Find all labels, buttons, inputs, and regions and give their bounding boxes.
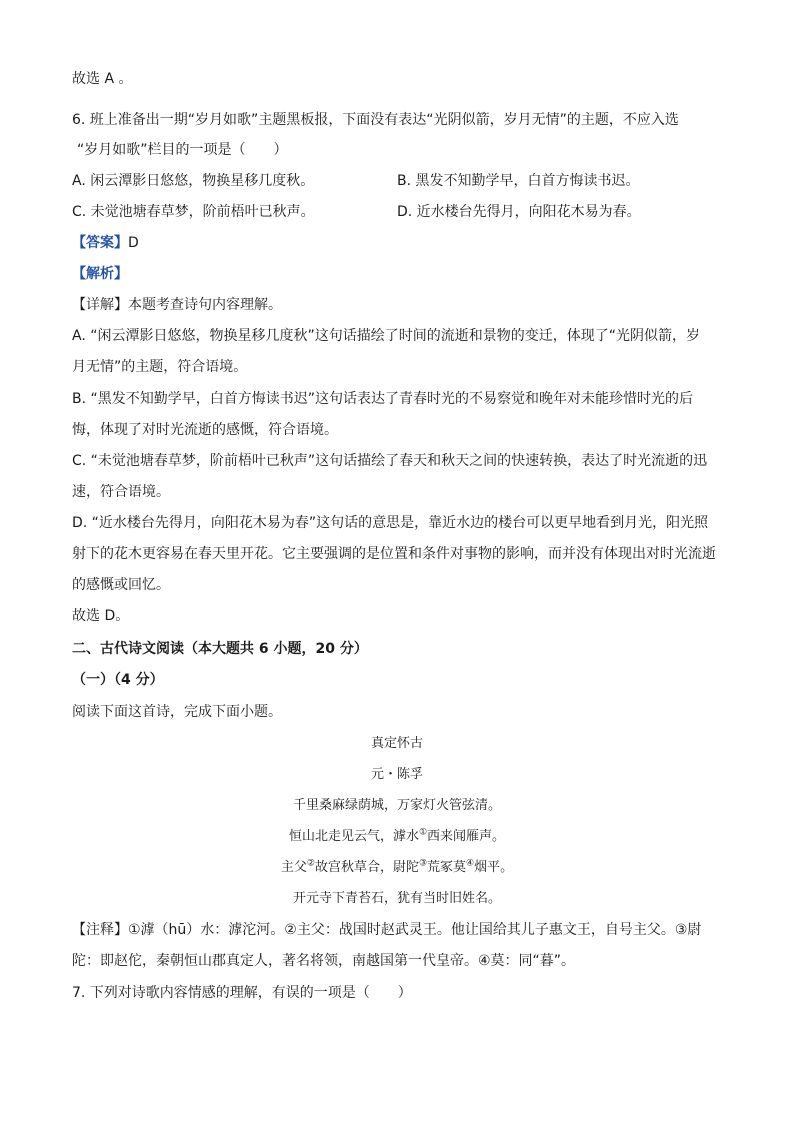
option-a: A. 闲云潭影日悠悠，物换星移几度秋。 <box>72 173 315 189</box>
explanation-d-line-3: 的感慨或回忆。 <box>72 577 170 593</box>
explanation-b-line-1: B. “黑发不知勤学早，白首方悔读书迟”这句话表达了青春时光的不易察觉和晚年对未能珍惜时光的后 <box>72 391 694 407</box>
poem-title: 真定怀古 <box>370 736 423 751</box>
analysis-label: 【解析】 <box>72 266 128 282</box>
note-marker-3: ③ <box>418 858 428 869</box>
answer-value: D <box>128 235 139 251</box>
reading-instruction: 阅读下面这首诗，完成下面小题。 <box>72 704 282 720</box>
poem-line-4: 开元寺下青苔石，犹有当时旧姓名。 <box>292 891 501 906</box>
question-7-stem: 7. 下列对诗歌内容情感的理解，有误的一项是（ ） <box>72 985 412 1001</box>
previous-answer-conclusion: 故选 A 。 <box>72 71 133 87</box>
note-marker-1: ① <box>418 827 428 838</box>
explanation-a-line-1: A. “闲云潭影日悠悠，物换星移几度秋”这句话描绘了时间的流逝和景物的变迁，体现了“光阴似箭，岁 <box>72 328 700 344</box>
explanation-a-line-2: 月无情”的主题，符合语境。 <box>72 359 248 375</box>
note-marker-2: ② <box>306 858 315 869</box>
poem-line-2-part-a: 恒山北走见云气，滹水 <box>288 829 419 844</box>
poem-line-1: 千里桑麻绿荫城，万家灯火管弦清。 <box>292 798 501 813</box>
answer-label: 【答案】 <box>72 235 128 251</box>
explanation-d-line-2: 射下的花木更容易在春天里开花。它主要强调的是位置和条件对事物的影响，而并没有体现出对时光流逝 <box>72 546 716 562</box>
annotation-line-1: 【注释】①滹（hū）水：滹沱河。②主父：战国时赵武灵王。他让国给其儿子惠文王，自号主父。③尉 <box>72 922 702 938</box>
section-2-heading: 二、古代诗文阅读（本大题共 6 小题，20 分） <box>72 641 368 657</box>
poem-line-2-part-b: 西来闻雁声。 <box>427 829 506 844</box>
explanation-b-line-2: 悔，体现了对时光流逝的感慨，符合语境。 <box>72 422 338 438</box>
poem-line-3 <box>0 859 794 877</box>
explanation-d-line-1: D. “近水楼台先得月，向阳花木易为春”这句话的意思是，靠近水边的楼台可以更早地看到月光，阳光照 <box>72 515 709 531</box>
poem-line-3-part-d: 烟平。 <box>474 860 514 875</box>
question-6-stem: 6. 班上准备出一期“岁月如歌”主题黑板报，下面没有表达“光阴似箭，岁月无情”的主题，不应入选 <box>72 112 679 128</box>
explanation-c-line-2: 速，符合语境。 <box>72 484 170 500</box>
question-6-stem-continued: “岁月如歌”栏目的一项是（ ） <box>77 142 288 158</box>
explanation-c-line-1: C. “未觉池塘春草梦，阶前梧叶已秋声”这句话描绘了春天和秋天之间的快速转换，表达了时光流逝的迅 <box>72 453 708 469</box>
option-d: D. 近水楼台先得月，向阳花木易为春。 <box>397 204 641 220</box>
poem-line-2 <box>0 828 794 846</box>
answer-row <box>72 234 139 252</box>
option-b: B. 黑发不知勤学早，白首方悔读书迟。 <box>397 173 640 189</box>
poem-line-3-part-c: 荒冢莫 <box>427 860 467 875</box>
poem-author: 元・陈孚 <box>370 767 423 782</box>
poem-line-3-part-a: 主父 <box>280 860 307 875</box>
note-marker-4: ④ <box>466 858 475 869</box>
poem-line-3-part-b: 故宫秋草合，尉陀 <box>314 860 419 875</box>
subsection-1-heading: （一）（4 分） <box>72 672 164 688</box>
annotation-line-2: 陀：即赵佗，秦朝恒山郡真定人，著名将领，南越国第一代皇帝。④莫：同“暮”。 <box>72 953 576 969</box>
option-c: C. 未觉池塘春草梦，阶前梧叶已秋声。 <box>72 204 315 220</box>
detail-explanation: 【详解】本题考查诗句内容理解。 <box>72 297 282 313</box>
conclusion-choose-d: 故选 D。 <box>72 608 130 624</box>
